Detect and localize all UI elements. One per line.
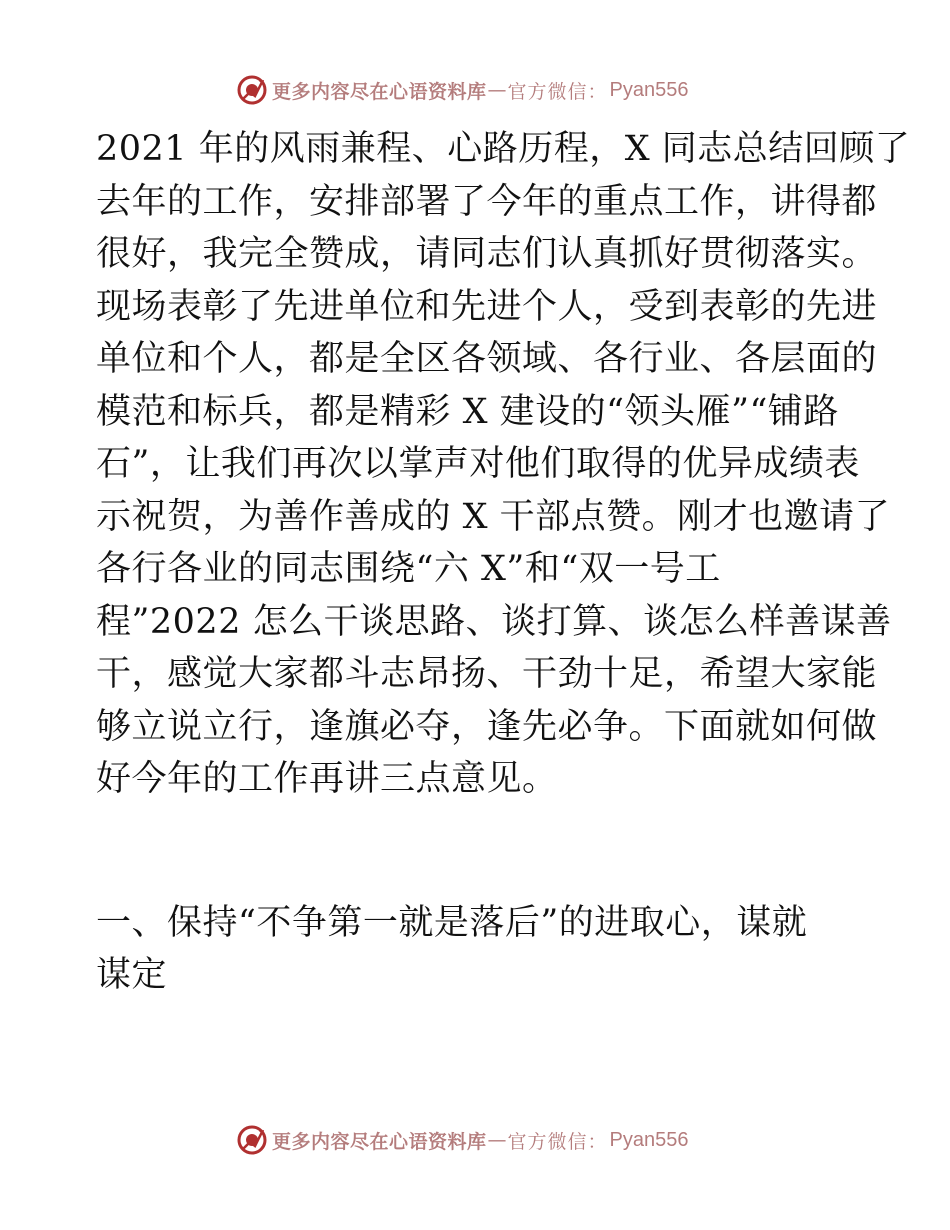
watermark-dash: —	[487, 79, 507, 101]
watermark-wechat-id: Pyan556	[609, 1128, 689, 1151]
body-line: 石”，让我们再次以掌声对他们取得的优异成绩表	[96, 444, 860, 484]
watermark-banner-bottom	[236, 1123, 689, 1157]
body-line: 去年的工作，安排部署了今年的重点工作，讲得都	[96, 181, 878, 222]
body-line: 程”2022 怎么干谈思路、谈打算、谈怎么样善谋善	[96, 601, 892, 642]
watermark-text: 更多内容尽在心语资料库	[272, 1130, 487, 1153]
body-line: 各行各业的同志围绕“六 X”和“双一号工	[96, 549, 721, 589]
heading-line: 一、保持“不争第一就是落后”的进取心，谋就	[96, 903, 808, 943]
watermark-wechat-label: 官方微信：	[507, 1130, 608, 1153]
body-paragraph	[96, 123, 911, 806]
body-line: 现场表彰了先进单位和先进个人，受到表彰的先进	[96, 286, 878, 327]
watermark-banner-top	[236, 73, 689, 107]
watermark-text: 更多内容尽在心语资料库	[272, 80, 487, 103]
body-line: 好今年的工作再讲三点意见。	[96, 759, 558, 799]
body-line: 够立说立行，逢旗必夺，逢先必争。下面就如何做	[96, 706, 878, 747]
heading-line: 谋定	[96, 955, 168, 995]
body-line: 干，感觉大家都斗志昂扬、干劲十足，希望大家能	[96, 654, 878, 694]
watermark-wechat-id: Pyan556	[609, 78, 689, 101]
section-heading	[96, 897, 870, 1001]
body-line: 2021 年的风雨兼程、心路历程，X 同志总结回顾了	[96, 129, 911, 169]
logo-icon	[236, 1124, 268, 1156]
body-line: 模范和标兵，都是精彩 X 建设的“领头雁”“铺路	[96, 391, 839, 432]
logo-icon	[236, 74, 268, 106]
body-line: 单位和个人，都是全区各领域、各行业、各层面的	[96, 339, 878, 379]
watermark-wechat-label: 官方微信：	[507, 80, 608, 103]
body-line: 很好，我完全赞成，请同志们认真抓好贯彻落实。	[96, 234, 878, 274]
watermark-dash: —	[487, 1129, 507, 1151]
body-line: 示祝贺，为善作善成的 X 干部点赞。刚才也邀请了	[96, 496, 891, 537]
